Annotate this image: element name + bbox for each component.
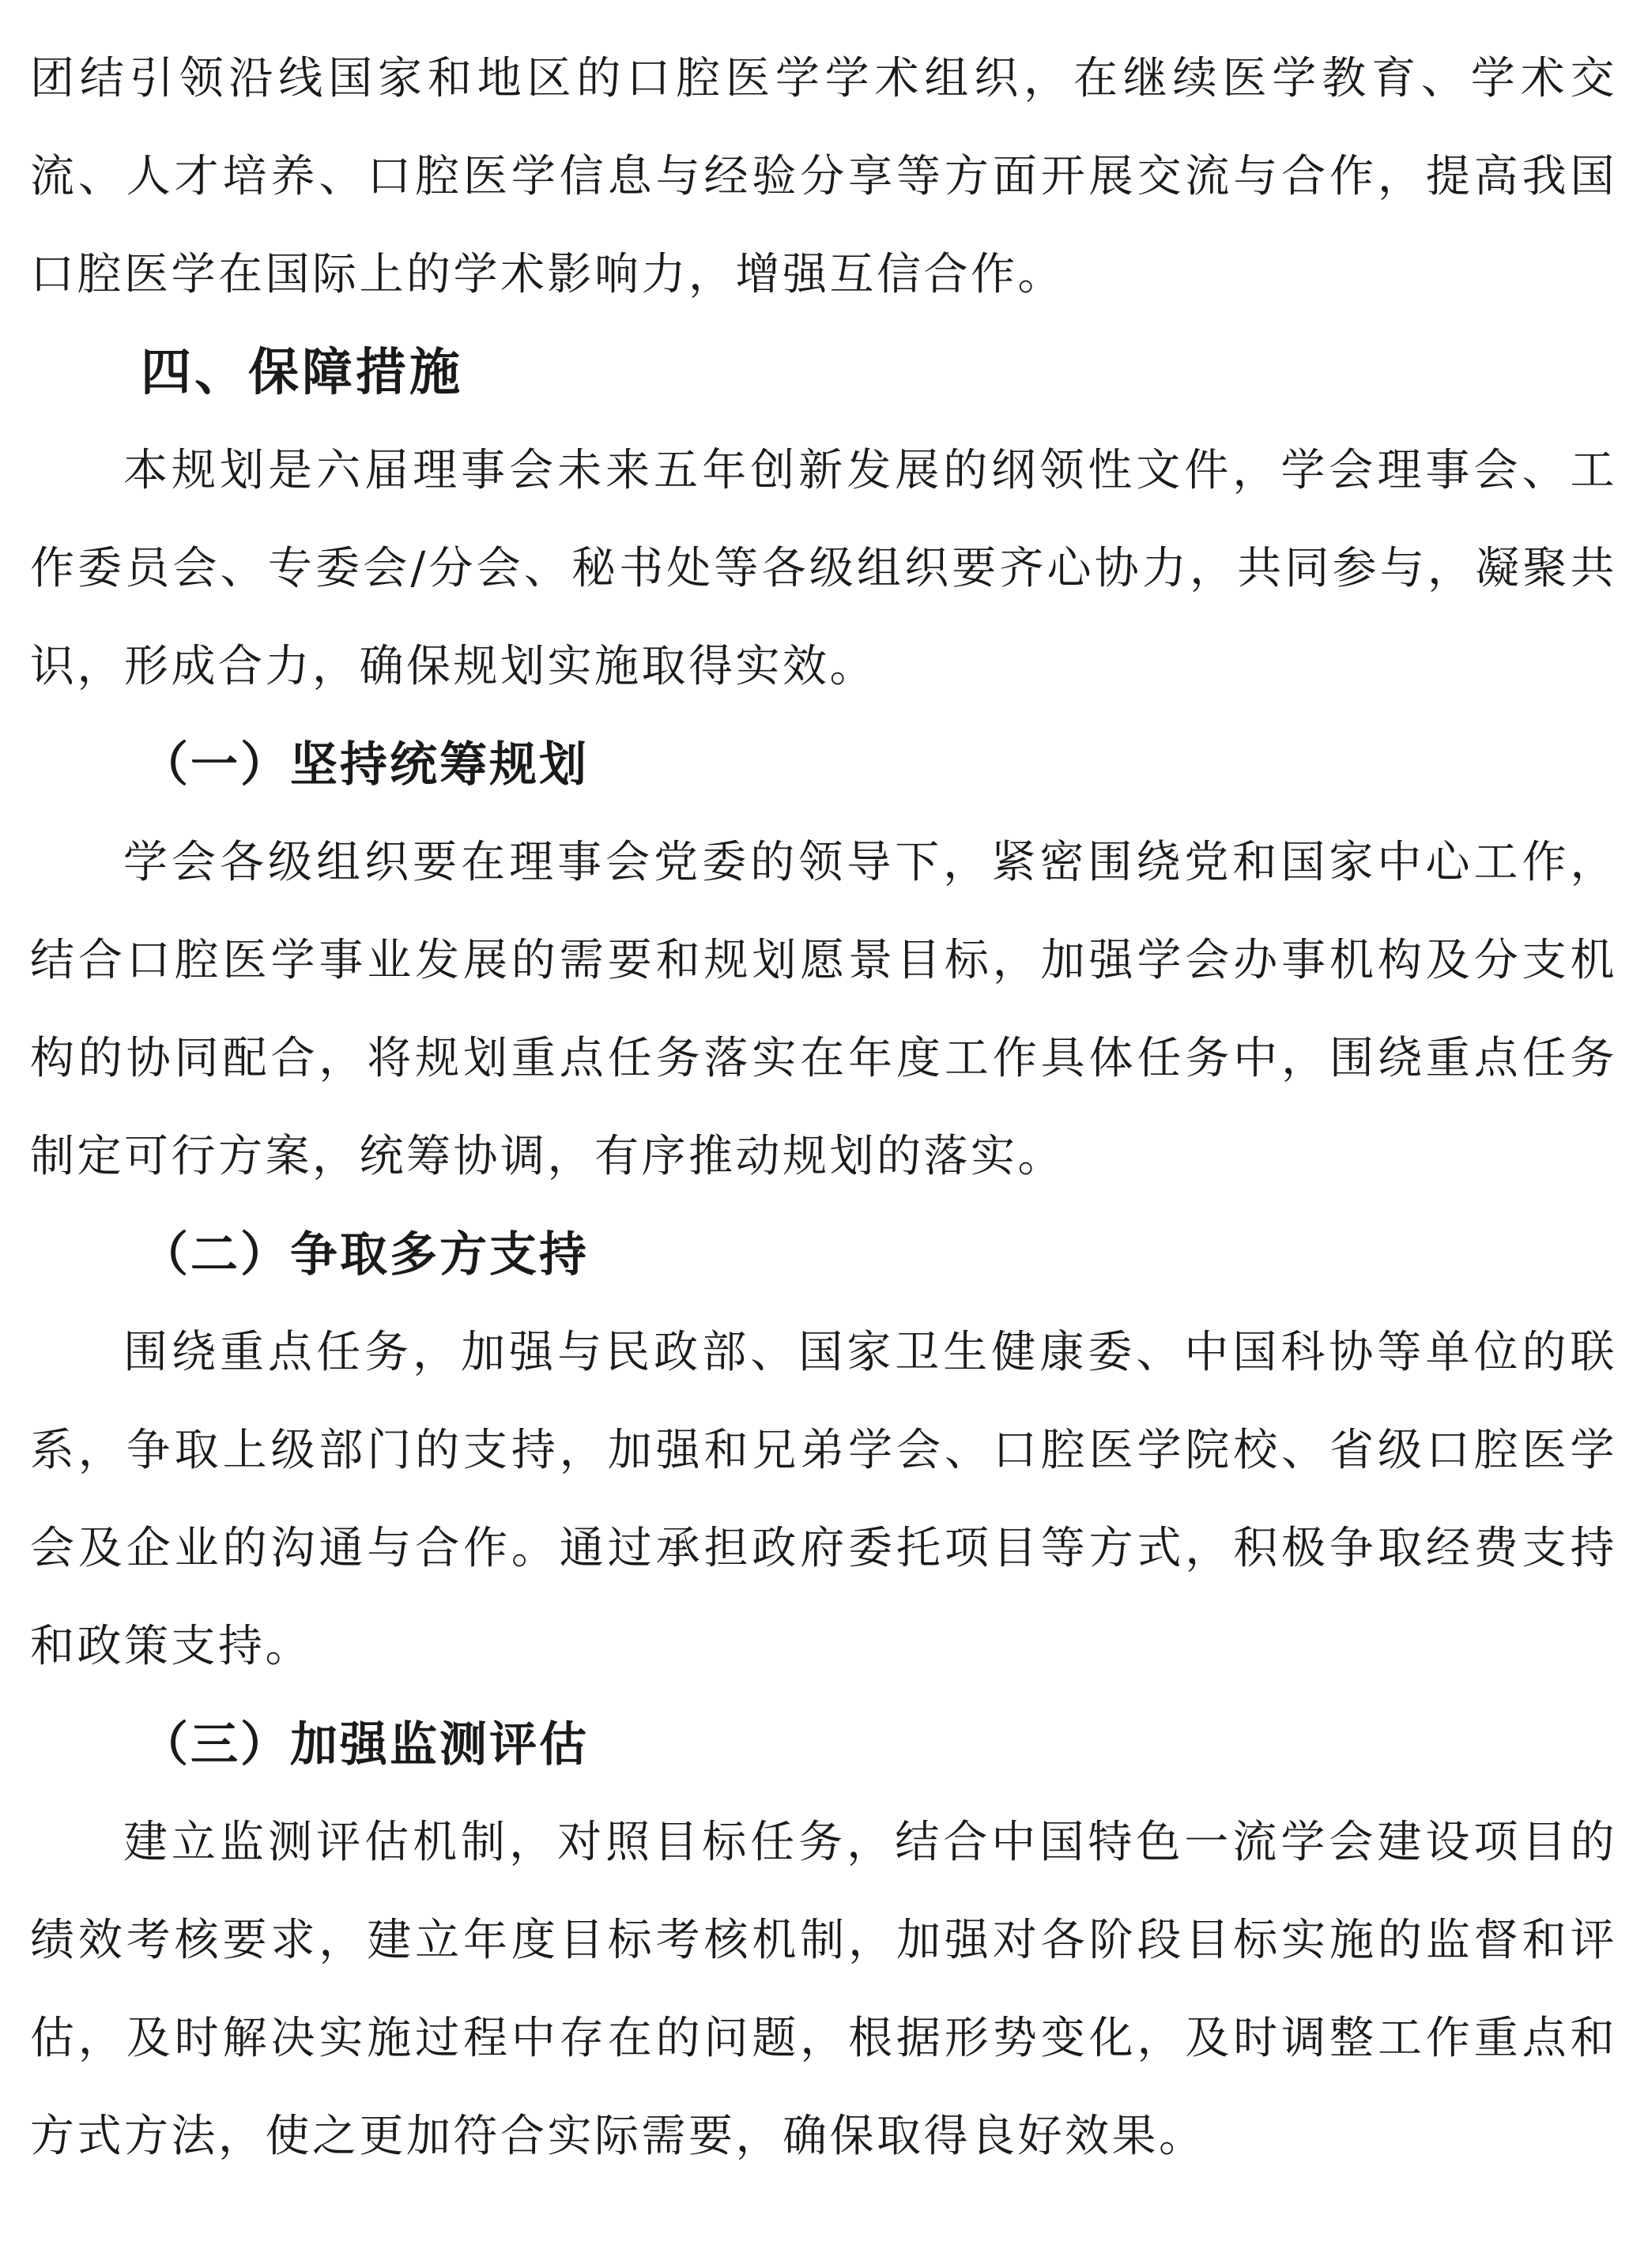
section-heading-safeguards: 四、保障措施 [141, 344, 463, 402]
subsection-heading-monitoring: （三）加强监测评估 [141, 1717, 589, 1773]
overall-planning-paragraph: 学会各级组织要在理事会党委的领导下，紧密围绕党和国家中心工作，结合口腔医学事业发展的需要和规划愿景目标，加强学会办事机构及分支机构的协同配合，将规划重点任务落实在年度工作具体任务中，围绕重点任务制定可行方案，统筹协调，有序推动规划的落实。 [30, 837, 1617, 1182]
document-page [30, 30, 1617, 2186]
monitoring-paragraph: 建立监测评估机制，对照目标任务，结合中国特色一流学会建设项目的绩效考核要求，建立年度目标考核机制，加强对各阶段目标实施的监督和评估，及时解决实施过程中存在的问题，根据形势变化，及时调整工作重点和方式方法，使之更加符合实际需要，确保取得良好效果。 [30, 1817, 1617, 2162]
safeguards-paragraph: 本规划是六届理事会未来五年创新发展的纲领性文件，学会理事会、工作委员会、专委会/分会、秘书处等各级组织要齐心协力，共同参与，凝聚共识，形成合力，确保规划实施取得实效。 [30, 445, 1617, 692]
subsection-heading-overall-planning: （一）坚持统筹规划 [141, 737, 589, 793]
intro-paragraph: 团结引领沿线国家和地区的口腔医学学术组织，在继续医学教育、学术交流、人才培养、口腔医学信息与经验分享等方面开展交流与合作，提高我国口腔医学在国际上的学术影响力，增强互信合作。 [30, 53, 1617, 300]
multi-support-paragraph: 围绕重点任务，加强与民政部、国家卫生健康委、中国科协等单位的联系，争取上级部门的支持，加强和兄弟学会、口腔医学院校、省级口腔医学会及企业的沟通与合作。通过承担政府委托项目等方式，积极争取经费支持和政策支持。 [30, 1327, 1617, 1672]
subsection-heading-multi-support: （二）争取多方支持 [141, 1227, 589, 1283]
